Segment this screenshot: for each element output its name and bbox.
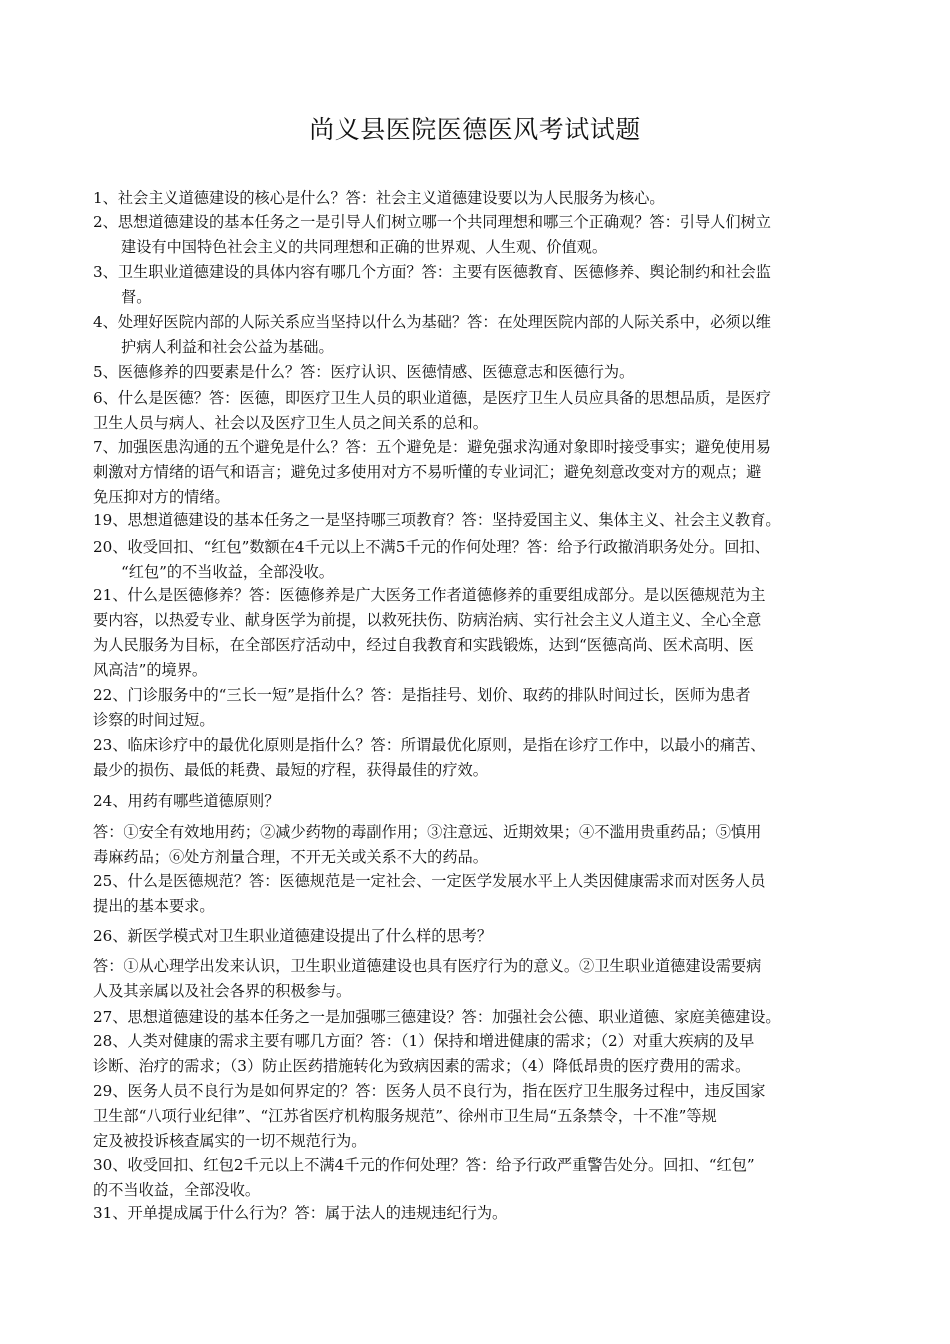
question-line: 5、医德修养的四要素是什么？答：医疗认识、医德情感、医德意志和医德行为。 xyxy=(93,363,635,381)
question-item xyxy=(93,733,863,783)
question-line: 22、门诊服务中的“三长一短”是指什么？答：是指挂号、划价、取药的排队时间过长，医师为患者 xyxy=(93,686,751,704)
question-item xyxy=(93,789,863,814)
question-item xyxy=(93,210,863,260)
question-item xyxy=(93,869,863,919)
question-line: 25、什么是医德规范？答：医德规范是一定社会、一定医学发展水平上人类因健康需求而对医务人员 xyxy=(93,872,766,890)
question-line: 2、思想道德建设的基本任务之一是引导人们树立哪一个共同理想和哪三个正确观？答：引导人们树立 xyxy=(93,213,771,231)
question-line: 诊断、治疗的需求；（3）防止医药措施转化为致病因素的需求；（4）降低昂贵的医疗费用的需求。 xyxy=(93,1057,751,1075)
question-line: 29、医务人员不良行为是如何界定的？答：医务人员不良行为，指在医疗卫生服务过程中，违反国家 xyxy=(93,1082,766,1100)
question-item xyxy=(93,360,863,385)
question-line: 刺激对方情绪的语气和语言；避免过多使用对方不易听懂的专业词汇；避免刻意改变对方的观点；避 xyxy=(93,463,762,481)
question-item xyxy=(93,186,863,211)
question-item xyxy=(93,1029,863,1079)
question-item xyxy=(93,583,863,683)
question-line: 19、思想道德建设的基本任务之一是坚持哪三项教育？答：坚持爱国主义、集体主义、社会主义教育。 xyxy=(93,511,781,529)
question-line: 31、开单提成属于什么行为？答：属于法人的违规违纪行为。 xyxy=(93,1204,508,1222)
question-line: 7、加强医患沟通的五个避免是什么？答：五个避免是：避免强求沟通对象即时接受事实；避免使用易 xyxy=(93,438,771,456)
question-line: “红包”的不当收益，全部没收。 xyxy=(121,563,334,581)
question-item xyxy=(93,1079,863,1154)
question-line: 为人民服务为目标，在全部医疗活动中，经过自我教育和实践锻炼，达到“医德高尚、医术高明、医 xyxy=(93,636,754,654)
question-line: 建设有中国特色社会主义的共同理想和正确的世界观、人生观、价值观。 xyxy=(121,238,607,256)
question-line: 毒麻药品；⑥处方剂量合理，不开无关或关系不大的药品。 xyxy=(93,848,488,866)
question-item xyxy=(93,508,863,533)
question-line: 的不当收益，全部没收。 xyxy=(93,1181,261,1199)
question-line: 答：①安全有效地用药；②减少药物的毒副作用；③注意远、近期效果；④不滥用贵重药品；⑤慎用 xyxy=(93,823,762,841)
question-item xyxy=(93,386,863,436)
question-line: 要内容，以热爱专业、献身医学为前提，以救死扶伤、防病治病、实行社会主义人道主义、全心全意 xyxy=(93,611,762,629)
question-line: 27、思想道德建设的基本任务之一是加强哪三德建设？答：加强社会公德、职业道德、家庭美德建设。 xyxy=(93,1008,781,1026)
question-line: 卫生人员与病人、社会以及医疗卫生人员之间关系的总和。 xyxy=(93,414,488,432)
question-line: 1、社会主义道德建设的核心是什么？答：社会主义道德建设要以为人民服务为核心。 xyxy=(93,189,665,207)
question-item xyxy=(93,535,863,585)
question-item xyxy=(93,1201,863,1226)
question-line: 3、卫生职业道德建设的具体内容有哪几个方面？答：主要有医德教育、医德修养、舆论制约和社会监 xyxy=(93,263,771,281)
question-line: 人及其亲属以及社会各界的积极参与。 xyxy=(93,982,352,1000)
question-item xyxy=(93,1153,863,1203)
question-item xyxy=(93,1005,863,1030)
question-line: 诊察的时间过短。 xyxy=(93,711,215,729)
question-line: 30、收受回扣、红包2千元以上不满4千元的作何处理？答：给予行政严重警告处分。回扣、“红包” xyxy=(93,1156,755,1174)
question-line: 20、收受回扣、“红包”数额在4千元以上不满5千元的作何处理？答：给予行政撤消职务处分。回扣、 xyxy=(93,538,770,556)
question-line: 28、人类对健康的需求主要有哪几方面？答：（1）保持和增进健康的需求；（2）对重大疾病的及早 xyxy=(93,1032,755,1050)
question-line: 提出的基本要求。 xyxy=(93,897,215,915)
question-line: 免压抑对方的情绪。 xyxy=(93,488,230,506)
question-item xyxy=(93,954,863,1004)
document-title: 尚义县医院医德医风考试试题 xyxy=(309,115,641,144)
question-item xyxy=(93,820,863,870)
question-item xyxy=(93,310,863,360)
question-line: 26、新医学模式对卫生职业道德建设提出了什么样的思考？ xyxy=(93,927,493,945)
question-item xyxy=(93,683,863,733)
question-line: 护病人利益和社会公益为基础。 xyxy=(121,338,334,356)
question-line: 卫生部“八项行业纪律”、“江苏省医疗机构服务规范”、徐州市卫生局“五条禁令，十不准”等规 xyxy=(93,1107,717,1125)
question-line: 最少的损伤、最低的耗费、最短的疗程，获得最佳的疗效。 xyxy=(93,761,488,779)
question-item xyxy=(93,260,863,310)
question-line: 4、处理好医院内部的人际关系应当坚持以什么为基础？答：在处理医院内部的人际关系中，必须以维 xyxy=(93,313,771,331)
question-line: 风高洁”的境界。 xyxy=(93,661,208,679)
question-item xyxy=(93,435,863,510)
question-line: 答：①从心理学出发来认识，卫生职业道德建设也具有医疗行为的意义。②卫生职业道德建设需要病 xyxy=(93,957,762,975)
question-line: 定及被投诉核查属实的一切不规范行为。 xyxy=(93,1132,367,1150)
question-line: 6、什么是医德？答：医德，即医疗卫生人员的职业道德，是医疗卫生人员应具备的思想品质，是医疗 xyxy=(93,389,771,407)
question-line: 23、临床诊疗中的最优化原则是指什么？答：所谓最优化原则，是指在诊疗工作中，以最小的痛苦、 xyxy=(93,736,766,754)
question-item xyxy=(93,924,863,949)
question-line: 督。 xyxy=(121,288,152,306)
question-line: 21、什么是医德修养？答：医德修养是广大医务工作者道德修养的重要组成部分。是以医德规范为主 xyxy=(93,586,766,604)
question-line: 24、用药有哪些道德原则？ xyxy=(93,792,280,810)
